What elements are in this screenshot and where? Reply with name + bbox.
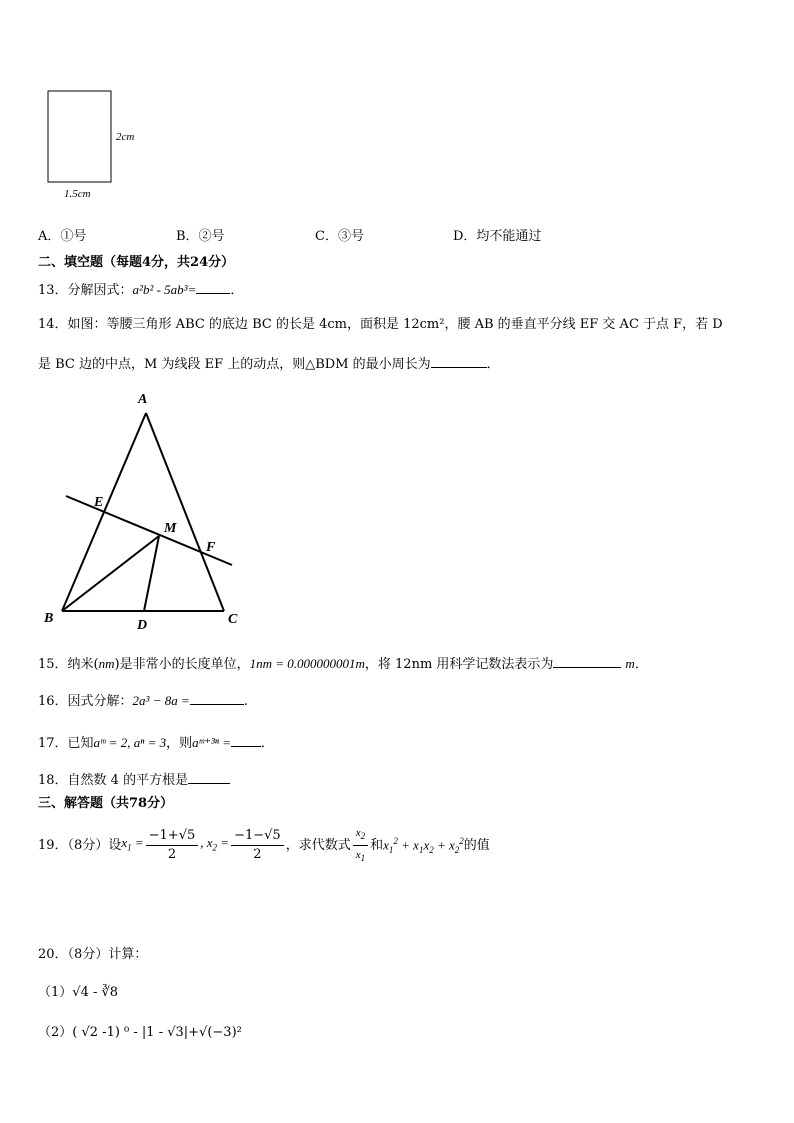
q15-part-c: ，将 12nm 用科学记数法表示为 xyxy=(364,657,554,672)
q16-expression: 2a³ − 8a = xyxy=(132,693,190,708)
q17-end: ． xyxy=(260,736,274,751)
question-17 xyxy=(38,734,274,752)
label-c: C xyxy=(228,612,238,627)
rect-height-label: 2cm xyxy=(116,131,135,143)
q19-ratio-fraction xyxy=(353,824,368,867)
q20-p1-label: （1） xyxy=(38,985,73,1000)
q19-x1-fraction xyxy=(146,827,199,864)
question-13 xyxy=(38,281,243,299)
q14-end: ． xyxy=(486,357,500,372)
question-20-title: 20．（8分）计算： xyxy=(38,947,148,962)
q19-and: 和 xyxy=(370,837,384,853)
q13-prefix: 13．分解因式： xyxy=(38,283,133,298)
q20-p2-expression: ( √2 -1) ⁰ - |1 - √3|+√(−3)² xyxy=(72,1025,242,1040)
question-14-line1: 14．如图：等腰三角形 ABC 的底边 BC 的长是 4cm，面积是 12cm²，腰 AB 的垂直平分线 EF 交 AC 于点 F，若 D xyxy=(38,317,723,332)
question-20-part2 xyxy=(38,1025,242,1041)
q19-x1-numerator: −1+√5 xyxy=(146,827,199,846)
q13-end: ． xyxy=(230,283,244,298)
q14-answer-blank xyxy=(431,355,487,368)
option-d: D．均不能通过 xyxy=(453,229,542,244)
q19-ratio-numerator: $x_2$ xyxy=(353,824,368,846)
q18-text: 18．自然数 4 的平方根是 xyxy=(38,773,189,788)
q19-x1-symbol: $x_1$ = xyxy=(121,835,144,853)
rectangle-diagram xyxy=(40,85,160,210)
section3-title: 三、解答题（共78分） xyxy=(38,796,174,811)
question-16 xyxy=(38,692,248,710)
q19-x2-symbol: , $x_2$ = xyxy=(200,835,230,853)
question-18 xyxy=(38,771,230,789)
q15-part-a: 15．纳米( xyxy=(38,657,99,672)
q20-p2-label: （2） xyxy=(38,1025,73,1040)
question-14-line2 xyxy=(38,355,500,373)
option-a: A．①号 xyxy=(38,229,87,244)
label-d: D xyxy=(137,618,148,633)
option-c: C．③号 xyxy=(315,229,364,244)
rect-width-label: 1.5cm xyxy=(64,188,91,200)
segment-bm xyxy=(62,536,159,611)
q17-ask: aᵐ⁺³ⁿ = xyxy=(192,735,231,750)
label-b: B xyxy=(44,611,54,626)
label-a: A xyxy=(138,392,148,407)
q19-x2-numerator: −1−√5 xyxy=(231,827,284,846)
q16-end: . xyxy=(243,694,248,709)
label-m: M xyxy=(164,521,177,536)
q19-x2-denominator: 2 xyxy=(253,847,262,863)
section2-title: 二、填空题（每题4分，共24分） xyxy=(38,255,235,270)
segment-dm xyxy=(144,536,159,611)
q20-p1-expression: √4 - ∛8 xyxy=(72,985,119,1000)
q15-equation: 1nm = 0.000000001m xyxy=(249,656,365,671)
q19-prefix: 19．（8分）设 xyxy=(38,837,122,853)
q13-answer-blank xyxy=(196,281,230,294)
q19-sum-expression: $x_1^2 + x_1x_2 + x_2^2$ xyxy=(383,836,464,856)
q15-part-b: )是非常小的长度单位， xyxy=(114,657,250,672)
q19-end: 的值 xyxy=(463,837,490,853)
q15-answer-blank xyxy=(553,655,621,668)
q18-answer-blank xyxy=(188,771,230,784)
q14-line2-text: 是 BC 边的中点，M 为线段 EF 上的动点，则△BDM 的最小周长为 xyxy=(38,357,431,372)
q15-unit: m xyxy=(625,656,635,671)
label-e: E xyxy=(94,495,104,510)
question-20-part1 xyxy=(38,985,118,1001)
q17-mid: ，则 xyxy=(166,736,193,751)
q19-ratio-denominator: $x_1$ xyxy=(355,849,366,864)
triangle-figure xyxy=(38,388,248,633)
q16-answer-blank xyxy=(190,692,244,705)
q19-x1-denominator: 2 xyxy=(167,847,177,863)
q17-answer-blank xyxy=(231,734,261,747)
q13-expression: a²b² - 5ab³= xyxy=(132,282,197,297)
q19-x2-fraction xyxy=(231,827,284,864)
q17-prefix: 17．已知 xyxy=(38,736,94,751)
q15-end: ． xyxy=(634,657,648,672)
q19-mid: ，求代数式 xyxy=(285,837,351,853)
q16-prefix: 16．因式分解： xyxy=(38,694,133,709)
q17-given: aᵐ = 2, aⁿ = 3 xyxy=(93,735,167,750)
option-b: B．②号 xyxy=(176,229,225,244)
question-19 xyxy=(38,824,490,867)
q15-nm: nm xyxy=(98,656,115,671)
side-ac xyxy=(146,413,224,611)
rectangle-figure xyxy=(40,85,160,210)
question-15 xyxy=(38,655,648,673)
triangle-diagram xyxy=(38,388,248,633)
label-f: F xyxy=(206,540,216,555)
